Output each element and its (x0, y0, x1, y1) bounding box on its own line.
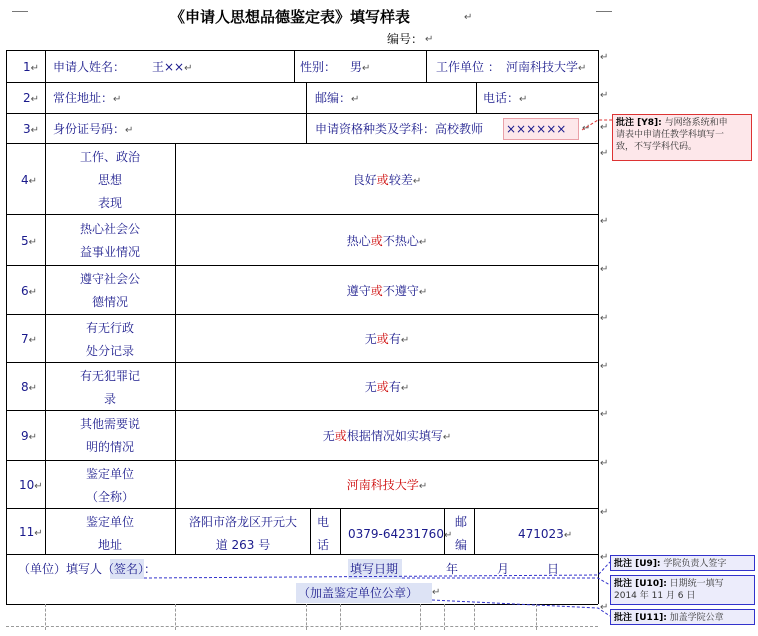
social-ethics-value: 遵守或不遵守↵ (346, 284, 428, 298)
row-end-mark: ↵ (600, 90, 609, 101)
row-label-line: （全称） (85, 490, 134, 504)
appraisal-postcode-value: 471023↵ (518, 527, 573, 541)
row-label-line: 其他需要说 (79, 417, 140, 431)
date-month: 月 (497, 562, 510, 576)
row-number: 10↵ (19, 478, 43, 492)
number-label: 编号： (387, 32, 424, 46)
row-label-line: 遵守社会公 (79, 272, 140, 286)
row-number: 4↵ (21, 173, 38, 187)
row-label-line: 鉴定单位 (85, 467, 134, 481)
gender-label: 性别： (300, 60, 337, 74)
phone-label: 电话：↵ (483, 91, 528, 105)
date-year: 年 (446, 562, 459, 576)
appraisal-phone-value: 0379-64231760↵ (348, 527, 453, 541)
row-label-line: 益事业情况 (79, 245, 140, 259)
appraisal-postcode-label: 编 (455, 538, 468, 552)
row-label-line: 明的情况 (85, 440, 134, 454)
comment-connector-u10 (402, 578, 610, 585)
row-number: 9↵ (21, 429, 38, 443)
address-label: 常住地址：↵ (53, 91, 122, 105)
conduct-value: 良好或较差↵ (352, 173, 422, 187)
id-number-label: 身份证号码：↵ (53, 122, 134, 136)
paragraph-mark: ↵ (425, 34, 434, 45)
appraisal-postcode-label: 邮 (455, 515, 468, 529)
criminal-record-value: 无或有↵ (364, 380, 410, 394)
page-title: 《申请人思想品德鉴定表》填写样表 (170, 8, 411, 26)
row-number: 7↵ (21, 332, 38, 346)
applicant-name-label: 申请人姓名： (53, 60, 126, 74)
row-end-mark: ↵ (600, 216, 609, 227)
row-label-line: 工作、政治 (79, 150, 140, 164)
row-end-mark: ↵ (600, 552, 609, 563)
appraisal-phone-label: 电 (317, 515, 330, 529)
row-end-mark: ↵ (600, 264, 609, 275)
comment-connector-y8 (582, 120, 612, 130)
row-number: 1↵ (23, 60, 40, 74)
postcode-label: 邮编：↵ (315, 91, 360, 105)
row-end-mark: ↵ (600, 52, 609, 63)
paragraph-mark: ↵ (464, 12, 473, 23)
work-unit-value: 河南科技大学↵ (506, 60, 587, 74)
official-seal-note: （加盖鉴定单位公章） (298, 586, 419, 600)
comment-connector-u11 (432, 600, 610, 616)
comment-balloon-u9[interactable]: 批注 [U9]: 学院负责人签字 (610, 555, 755, 571)
row-end-mark: ↵ (600, 409, 609, 420)
row-label-line: 地址 (97, 538, 122, 552)
row-label-line: 有无行政 (85, 321, 134, 335)
row-end-mark: ↵ (600, 602, 609, 613)
applicant-name-value: 王××↵ (152, 60, 193, 74)
row-label-line: 有无犯罪记 (79, 369, 140, 383)
row-label-line: 录 (103, 392, 116, 406)
other-notes-value: 无或根据情况如实填写↵ (322, 429, 452, 443)
public-welfare-value: 热心或不热心↵ (346, 234, 428, 248)
qualification-category-value: ×××××× (506, 122, 567, 136)
row-end-mark: ↵ (600, 148, 609, 159)
row-number: 8↵ (21, 380, 38, 394)
fill-date-label: 填写日期 (350, 562, 399, 576)
comment-balloon-u10[interactable]: 批注 [U10]: 日期统一填写 2014 年 11 月 6 日 (610, 575, 755, 605)
gender-value: 男↵ (350, 60, 371, 74)
paragraph-mark: ↵ (432, 587, 441, 598)
appraisal-unit-value: 河南科技大学↵ (346, 478, 428, 492)
row-number: 2↵ (23, 91, 40, 105)
row-end-mark: ↵ (600, 458, 609, 469)
row-label-line: 鉴定单位 (85, 515, 134, 529)
appraisal-address-line: 洛阳市洛龙区开元大 (188, 515, 297, 529)
paragraph-mark: ↵ (582, 123, 591, 134)
row-end-mark: ↵ (600, 361, 609, 372)
row-label-line: 思想 (97, 173, 122, 187)
row-number: 5↵ (21, 234, 38, 248)
row-label-line: 表现 (97, 196, 122, 210)
appraisal-phone-label: 话 (317, 538, 330, 552)
comment-connector-u9 (144, 562, 610, 578)
filler-signature-field: （单位）填写人（签名）： (18, 562, 157, 576)
row-label-line: 处分记录 (85, 344, 134, 358)
row-number: 6↵ (21, 284, 38, 298)
row-end-mark: ↵ (600, 507, 609, 518)
comment-balloon-y8[interactable]: 批注 [Y8]: 与网络系统和申 请表中申请任教学科填写一 致，不写学科代码。 (612, 114, 752, 161)
comment-balloon-u11[interactable]: 批注 [U11]: 加盖学院公章 (610, 609, 755, 625)
row-number: 3↵ (23, 122, 40, 136)
row-number: 11↵ (19, 525, 43, 539)
row-end-mark: ↵ (600, 122, 609, 133)
appraisal-address-line: 道 263 号 (215, 538, 271, 552)
admin-penalty-value: 无或有↵ (364, 332, 410, 346)
qualification-category-label: 申请资格种类及学科：高校教师 (315, 122, 484, 136)
date-day: 日 (547, 562, 560, 576)
row-label-line: 德情况 (91, 295, 128, 309)
row-end-mark: ↵ (600, 313, 609, 324)
work-unit-label: 工作单位 ： (436, 60, 500, 74)
row-label-line: 热心社会公 (79, 222, 140, 236)
